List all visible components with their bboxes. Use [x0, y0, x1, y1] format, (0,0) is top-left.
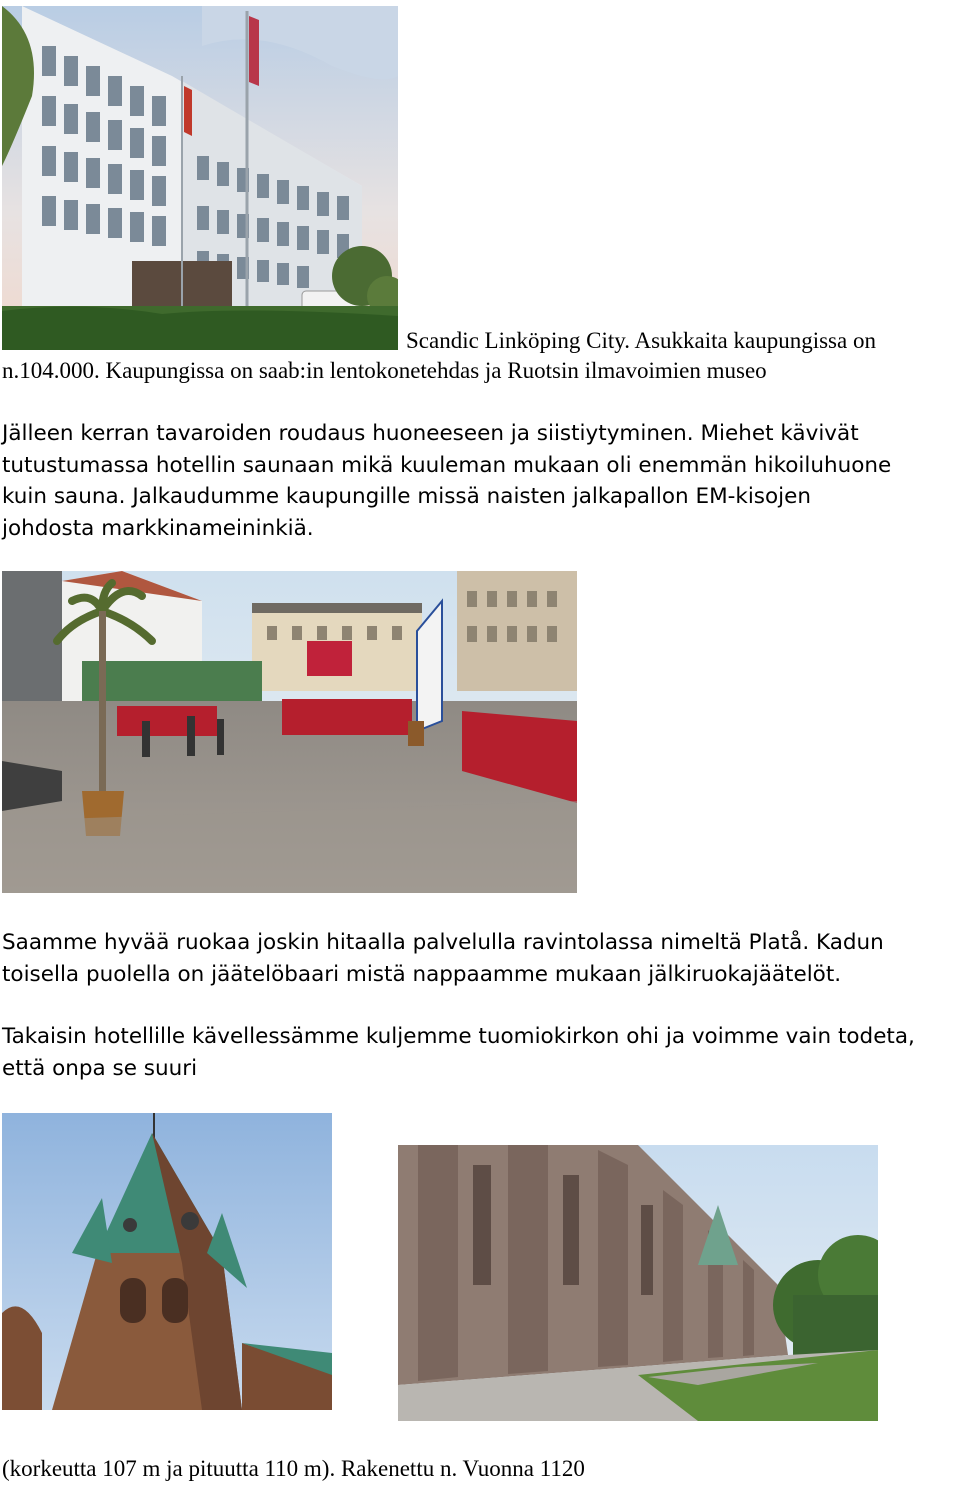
paragraph-cathedral: [2, 1021, 960, 1084]
hotel-caption-line2: n.104.000. Kaupungissa on saab:in lentokonetehdas ja Ruotsin ilmavoimien museo: [2, 358, 767, 383]
paragraph-line: Saamme hyvää ruokaa joskin hitaalla palvelulla ravintolassa nimeltä Platå. Kadun: [2, 930, 884, 955]
paragraph-line: Jälleen kerran tavaroiden roudaus huoneeseen ja siistiytyminen. Miehet kävivät: [2, 421, 859, 446]
paragraph-line: johdosta markkinameininkiä.: [2, 515, 314, 541]
paragraph-arrival: [2, 418, 960, 544]
hotel-photo: [2, 6, 398, 350]
paragraph-line: kuin sauna. Jalkaudumme kaupungille missä naisten jalkapallon EM-kisojen: [2, 484, 811, 509]
paragraph-line: tutustumassa hotellin saunaan mikä kuuleman mukaan oli enemmän hikoiluhuone: [2, 452, 892, 478]
hotel-caption-line1: Scandic Linköping City. Asukkaita kaupungissa on: [406, 328, 876, 353]
paragraph-line: että onpa se suuri: [2, 1055, 198, 1081]
paragraph-dinner: [2, 927, 960, 990]
paragraph-line: Takaisin hotellille kävellessämme kuljemme tuomiokirkon ohi ja voimme vain todeta,: [2, 1024, 915, 1049]
cathedral-side-photo: [398, 1145, 878, 1421]
paragraph-line: toisella puolella on jäätelöbaari mistä nappaamme mukaan jälkiruokajäätelöt.: [2, 961, 842, 987]
cathedral-tower-photo: [2, 1113, 332, 1410]
cathedral-caption: (korkeutta 107 m ja pituutta 110 m). Rakenettu n. Vuonna 1120: [2, 1456, 585, 1481]
town-square-photo: [2, 571, 577, 893]
